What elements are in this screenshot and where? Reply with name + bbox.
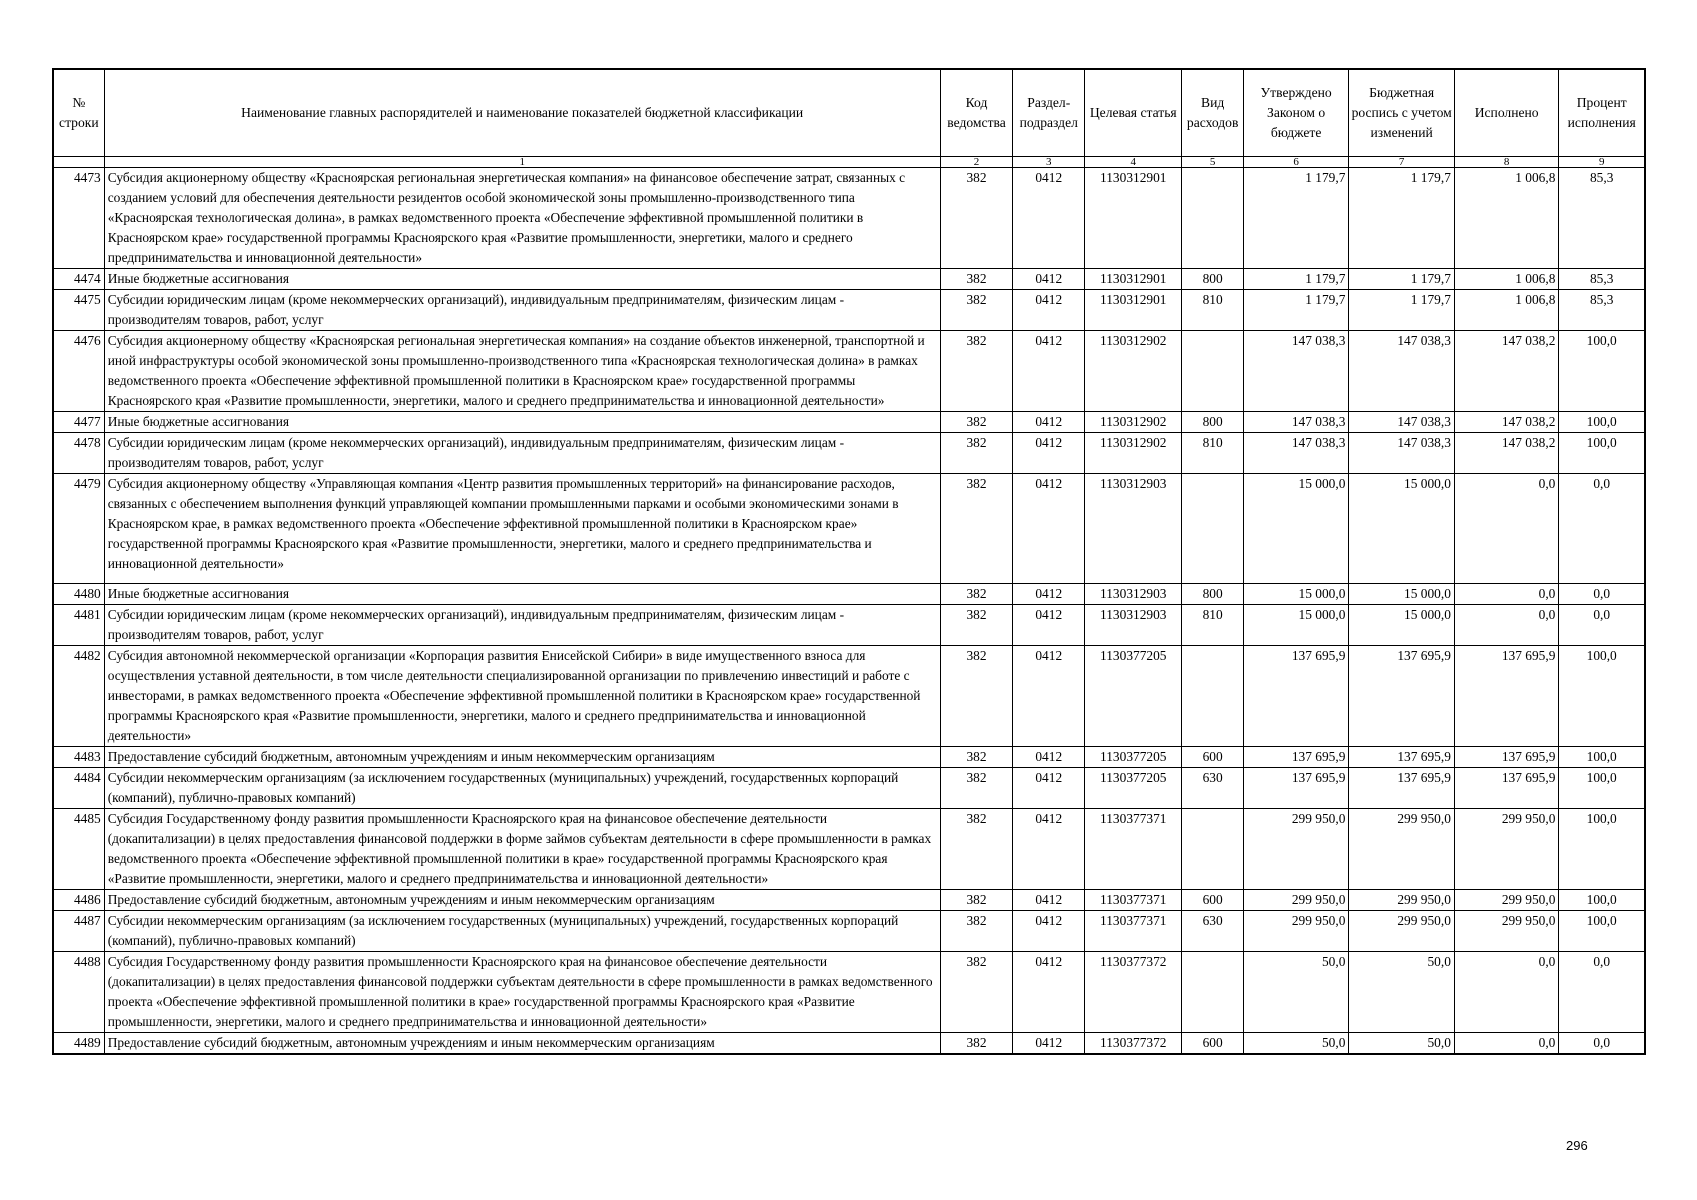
row-dept-code: 382 xyxy=(940,433,1013,474)
row-dept-code: 382 xyxy=(940,605,1013,646)
row-percent: 85,3 xyxy=(1559,269,1645,290)
row-approved: 299 950,0 xyxy=(1243,890,1349,911)
row-budget-list: 299 950,0 xyxy=(1349,809,1455,890)
row-percent: 100,0 xyxy=(1559,412,1645,433)
row-approved: 15 000,0 xyxy=(1243,605,1349,646)
row-dept-code: 382 xyxy=(940,269,1013,290)
header-row-no: № строки xyxy=(53,69,104,157)
row-target: 1130312902 xyxy=(1085,433,1182,474)
row-target: 1130312902 xyxy=(1085,412,1182,433)
row-approved: 299 950,0 xyxy=(1243,809,1349,890)
row-exp-type xyxy=(1182,331,1243,412)
row-percent: 85,3 xyxy=(1559,290,1645,331)
row-section: 0412 xyxy=(1013,474,1085,584)
page-number: 296 xyxy=(1566,1138,1588,1153)
row-executed: 1 006,8 xyxy=(1454,290,1558,331)
table-row xyxy=(53,474,1645,584)
row-approved: 137 695,9 xyxy=(1243,768,1349,809)
row-name: Субсидии юридическим лицам (кроме некоммерческих организаций), индивидуальным предпринимателям, физическим лицам - производителям товаров, работ, услуг xyxy=(104,290,940,331)
row-executed: 299 950,0 xyxy=(1454,911,1558,952)
table-row xyxy=(53,605,1645,646)
row-approved: 50,0 xyxy=(1243,1033,1349,1055)
row-exp-type: 800 xyxy=(1182,412,1243,433)
row-dept-code: 382 xyxy=(940,952,1013,1033)
row-percent: 0,0 xyxy=(1559,474,1645,584)
table-row xyxy=(53,646,1645,747)
table-row xyxy=(53,290,1645,331)
row-approved: 137 695,9 xyxy=(1243,646,1349,747)
row-number: 4473 xyxy=(53,168,104,269)
row-section: 0412 xyxy=(1013,584,1085,605)
row-target: 1130312903 xyxy=(1085,584,1182,605)
column-number: 4 xyxy=(1085,157,1182,168)
row-section: 0412 xyxy=(1013,1033,1085,1055)
row-budget-list: 299 950,0 xyxy=(1349,911,1455,952)
table-row xyxy=(53,1033,1645,1055)
column-number: 2 xyxy=(940,157,1013,168)
row-number: 4489 xyxy=(53,1033,104,1055)
table-row xyxy=(53,584,1645,605)
row-section: 0412 xyxy=(1013,646,1085,747)
row-percent: 0,0 xyxy=(1559,1033,1645,1055)
row-budget-list: 50,0 xyxy=(1349,1033,1455,1055)
row-approved: 147 038,3 xyxy=(1243,433,1349,474)
table-row xyxy=(53,911,1645,952)
row-dept-code: 382 xyxy=(940,890,1013,911)
row-budget-list: 15 000,0 xyxy=(1349,474,1455,584)
row-name: Субсидии юридическим лицам (кроме некоммерческих организаций), индивидуальным предпринимателям, физическим лицам - производителям товаров, работ, услуг xyxy=(104,433,940,474)
row-approved: 299 950,0 xyxy=(1243,911,1349,952)
row-executed: 0,0 xyxy=(1454,952,1558,1033)
row-exp-type xyxy=(1182,952,1243,1033)
row-number: 4486 xyxy=(53,890,104,911)
header-executed: Исполнено xyxy=(1454,69,1558,157)
row-section: 0412 xyxy=(1013,952,1085,1033)
row-exp-type: 630 xyxy=(1182,911,1243,952)
row-budget-list: 15 000,0 xyxy=(1349,605,1455,646)
row-executed: 137 695,9 xyxy=(1454,747,1558,768)
row-name: Субсидия акционерному обществу «Красноярская региональная энергетическая компания» на создание объектов инженерной, транспортной и иной инфраструктуры особой экономической зоны промышленно-производственного типа «Красноярская технологическая долина» в рамках ведомственного проекта «Обеспечение эффективной промышленной политики в Красноярском крае» государственной программы Красноярского края «Развитие промышленности, энергетики, малого и среднего предпринимательства и инновационной деятельности» xyxy=(104,331,940,412)
row-approved: 147 038,3 xyxy=(1243,412,1349,433)
row-target: 1130377205 xyxy=(1085,768,1182,809)
row-executed: 0,0 xyxy=(1454,605,1558,646)
row-target: 1130312901 xyxy=(1085,168,1182,269)
row-name: Иные бюджетные ассигнования xyxy=(104,269,940,290)
table-body xyxy=(53,69,1645,1054)
row-budget-list: 50,0 xyxy=(1349,952,1455,1033)
row-executed: 147 038,2 xyxy=(1454,433,1558,474)
budget-sheet xyxy=(52,68,1646,1055)
row-percent: 100,0 xyxy=(1559,809,1645,890)
row-name: Субсидия автономной некоммерческой организации «Корпорация развития Енисейской Сибири» в виде имущественного взноса для осуществления уставной деятельности, в том числе деятельности специализированной организации по привлечению инвестиций и работе с инвесторами, в рамках ведомственного проекта «Обеспечение эффективной промышленной политики в Красноярском крае» государственной программы Красноярского края «Развитие промышленности, энергетики, малого и среднего предпринимательства и инновационной деятельности» xyxy=(104,646,940,747)
row-dept-code: 382 xyxy=(940,911,1013,952)
row-approved: 1 179,7 xyxy=(1243,290,1349,331)
row-section: 0412 xyxy=(1013,747,1085,768)
row-name: Субсидия акционерному обществу «Управляющая компания «Центр развития промышленных территорий» на финансирование расходов, связанных с обеспечением выполнения функций управляющей компании промышленными парками и особыми экономическими зонами в Красноярском крае, в рамках ведомственного проекта «Обеспечение эффективной промышленной политики в Красноярском крае» государственной программы Красноярского края «Развитие промышленности, энергетики, малого и среднего предпринимательства и инновационной деятельности» xyxy=(104,474,940,584)
row-number: 4480 xyxy=(53,584,104,605)
row-exp-type: 810 xyxy=(1182,290,1243,331)
row-dept-code: 382 xyxy=(940,747,1013,768)
row-budget-list: 137 695,9 xyxy=(1349,768,1455,809)
row-number: 4488 xyxy=(53,952,104,1033)
row-number: 4487 xyxy=(53,911,104,952)
row-target: 1130377205 xyxy=(1085,747,1182,768)
row-budget-list: 1 179,7 xyxy=(1349,269,1455,290)
row-executed: 299 950,0 xyxy=(1454,809,1558,890)
row-number: 4483 xyxy=(53,747,104,768)
row-percent: 0,0 xyxy=(1559,952,1645,1033)
row-exp-type: 800 xyxy=(1182,584,1243,605)
row-number: 4484 xyxy=(53,768,104,809)
row-exp-type xyxy=(1182,168,1243,269)
header-budget-list: Бюджетная роспись с учетом изменений xyxy=(1349,69,1455,157)
row-approved: 137 695,9 xyxy=(1243,747,1349,768)
row-dept-code: 382 xyxy=(940,474,1013,584)
row-budget-list: 147 038,3 xyxy=(1349,331,1455,412)
row-section: 0412 xyxy=(1013,290,1085,331)
row-target: 1130377372 xyxy=(1085,1033,1182,1055)
row-dept-code: 382 xyxy=(940,1033,1013,1055)
row-budget-list: 299 950,0 xyxy=(1349,890,1455,911)
row-target: 1130377372 xyxy=(1085,952,1182,1033)
row-number: 4485 xyxy=(53,809,104,890)
row-name: Субсидия Государственному фонду развития промышленности Красноярского края на финансовое обеспечение деятельности (докапитализации) в целях предоставления финансовой поддержки субъектам деятельности в сфере промышленности в рамках ведомственного проекта «Обеспечение эффективной промышленной политики в крае» государственной программы Красноярского края «Развитие промышленности, энергетики, малого и среднего предпринимательства и инновационной деятельности» xyxy=(104,952,940,1033)
row-target: 1130312901 xyxy=(1085,290,1182,331)
column-number: 7 xyxy=(1349,157,1455,168)
row-percent: 85,3 xyxy=(1559,168,1645,269)
row-executed: 137 695,9 xyxy=(1454,768,1558,809)
row-number: 4481 xyxy=(53,605,104,646)
row-percent: 100,0 xyxy=(1559,331,1645,412)
row-exp-type: 600 xyxy=(1182,890,1243,911)
row-number: 4479 xyxy=(53,474,104,584)
row-percent: 0,0 xyxy=(1559,584,1645,605)
table-row xyxy=(53,747,1645,768)
row-dept-code: 382 xyxy=(940,646,1013,747)
row-name: Субсидия акционерному обществу «Красноярская региональная энергетическая компания» на финансовое обеспечение затрат, связанных с созданием условий для обеспечения деятельности резидентов особой экономической зоны промышленно-производственного типа «Красноярская технологическая долина», в рамках ведомственного проекта «Обеспечение эффективной промышленной политики в Красноярском крае» государственной программы Красноярского края «Развитие промышленности, энергетики, малого и среднего предпринимательства и инновационной деятельности» xyxy=(104,168,940,269)
column-number: 8 xyxy=(1454,157,1558,168)
row-section: 0412 xyxy=(1013,269,1085,290)
row-approved: 50,0 xyxy=(1243,952,1349,1033)
row-executed: 0,0 xyxy=(1454,584,1558,605)
table-row xyxy=(53,331,1645,412)
row-budget-list: 147 038,3 xyxy=(1349,433,1455,474)
row-target: 1130312901 xyxy=(1085,269,1182,290)
row-target: 1130377205 xyxy=(1085,646,1182,747)
table-row xyxy=(53,768,1645,809)
column-number: 9 xyxy=(1559,157,1645,168)
row-section: 0412 xyxy=(1013,890,1085,911)
row-approved: 1 179,7 xyxy=(1243,269,1349,290)
row-number: 4474 xyxy=(53,269,104,290)
row-name: Предоставление субсидий бюджетным, автономным учреждениям и иным некоммерческим организациям xyxy=(104,747,940,768)
row-dept-code: 382 xyxy=(940,768,1013,809)
row-section: 0412 xyxy=(1013,605,1085,646)
row-exp-type: 810 xyxy=(1182,605,1243,646)
row-executed: 147 038,2 xyxy=(1454,412,1558,433)
header-name: Наименование главных распорядителей и наименование показателей бюджетной классификации xyxy=(104,69,940,157)
row-budget-list: 137 695,9 xyxy=(1349,646,1455,747)
row-exp-type xyxy=(1182,474,1243,584)
row-executed: 0,0 xyxy=(1454,1033,1558,1055)
row-target: 1130312903 xyxy=(1085,605,1182,646)
table-row xyxy=(53,809,1645,890)
row-name: Иные бюджетные ассигнования xyxy=(104,412,940,433)
row-number: 4476 xyxy=(53,331,104,412)
header-percent: Процент исполнения xyxy=(1559,69,1645,157)
column-number: 1 xyxy=(104,157,940,168)
table-row xyxy=(53,269,1645,290)
row-percent: 100,0 xyxy=(1559,747,1645,768)
header-dept-code: Код ведомства xyxy=(940,69,1013,157)
row-section: 0412 xyxy=(1013,433,1085,474)
budget-table xyxy=(52,68,1646,1055)
row-dept-code: 382 xyxy=(940,584,1013,605)
row-name: Субсидии некоммерческим организациям (за исключением государственных (муниципальных) учреждений, государственных корпораций (компаний), публично-правовых компаний) xyxy=(104,768,940,809)
column-number: 6 xyxy=(1243,157,1349,168)
row-budget-list: 1 179,7 xyxy=(1349,290,1455,331)
column-number-row xyxy=(53,157,1645,168)
row-number: 4475 xyxy=(53,290,104,331)
row-number: 4477 xyxy=(53,412,104,433)
row-number: 4482 xyxy=(53,646,104,747)
row-section: 0412 xyxy=(1013,768,1085,809)
table-row xyxy=(53,952,1645,1033)
row-dept-code: 382 xyxy=(940,809,1013,890)
row-exp-type xyxy=(1182,646,1243,747)
column-number: 5 xyxy=(1182,157,1243,168)
row-percent: 0,0 xyxy=(1559,605,1645,646)
row-percent: 100,0 xyxy=(1559,433,1645,474)
row-executed: 299 950,0 xyxy=(1454,890,1558,911)
row-target: 1130377371 xyxy=(1085,890,1182,911)
table-row xyxy=(53,433,1645,474)
row-dept-code: 382 xyxy=(940,331,1013,412)
row-executed: 1 006,8 xyxy=(1454,269,1558,290)
row-number: 4478 xyxy=(53,433,104,474)
row-percent: 100,0 xyxy=(1559,911,1645,952)
row-approved: 15 000,0 xyxy=(1243,474,1349,584)
row-percent: 100,0 xyxy=(1559,890,1645,911)
row-section: 0412 xyxy=(1013,168,1085,269)
row-executed: 147 038,2 xyxy=(1454,331,1558,412)
row-section: 0412 xyxy=(1013,809,1085,890)
row-percent: 100,0 xyxy=(1559,768,1645,809)
row-budget-list: 1 179,7 xyxy=(1349,168,1455,269)
row-exp-type: 630 xyxy=(1182,768,1243,809)
row-section: 0412 xyxy=(1013,412,1085,433)
header-section: Раздел-подраздел xyxy=(1013,69,1085,157)
row-exp-type: 600 xyxy=(1182,747,1243,768)
header-exp-type: Вид расходов xyxy=(1182,69,1243,157)
header-target: Целевая статья xyxy=(1085,69,1182,157)
row-dept-code: 382 xyxy=(940,412,1013,433)
row-executed: 0,0 xyxy=(1454,474,1558,584)
row-name: Субсидии юридическим лицам (кроме некоммерческих организаций), индивидуальным предпринимателям, физическим лицам - производителям товаров, работ, услуг xyxy=(104,605,940,646)
row-exp-type xyxy=(1182,809,1243,890)
row-exp-type: 800 xyxy=(1182,269,1243,290)
row-approved: 15 000,0 xyxy=(1243,584,1349,605)
row-name: Предоставление субсидий бюджетным, автономным учреждениям и иным некоммерческим организациям xyxy=(104,1033,940,1055)
row-percent: 100,0 xyxy=(1559,646,1645,747)
row-exp-type: 600 xyxy=(1182,1033,1243,1055)
column-number xyxy=(53,157,104,168)
row-section: 0412 xyxy=(1013,331,1085,412)
row-approved: 1 179,7 xyxy=(1243,168,1349,269)
row-section: 0412 xyxy=(1013,911,1085,952)
table-row xyxy=(53,412,1645,433)
row-target: 1130312902 xyxy=(1085,331,1182,412)
table-row xyxy=(53,890,1645,911)
header-row xyxy=(53,69,1645,157)
row-target: 1130312903 xyxy=(1085,474,1182,584)
row-name: Субсидия Государственному фонду развития промышленности Красноярского края на финансовое обеспечение деятельности (докапитализации) в целях предоставления финансовой поддержки в форме займов субъектам деятельности в сфере промышленности в рамках ведомственного проекта «Обеспечение эффективной промышленной политики в крае» государственной программы Красноярского края «Развитие промышленности, энергетики, малого и среднего предпринимательства и инновационной деятельности» xyxy=(104,809,940,890)
row-exp-type: 810 xyxy=(1182,433,1243,474)
row-dept-code: 382 xyxy=(940,168,1013,269)
column-number: 3 xyxy=(1013,157,1085,168)
row-budget-list: 15 000,0 xyxy=(1349,584,1455,605)
row-name: Субсидии некоммерческим организациям (за исключением государственных (муниципальных) учреждений, государственных корпораций (компаний), публично-правовых компаний) xyxy=(104,911,940,952)
row-executed: 137 695,9 xyxy=(1454,646,1558,747)
row-budget-list: 147 038,3 xyxy=(1349,412,1455,433)
row-dept-code: 382 xyxy=(940,290,1013,331)
table-row xyxy=(53,168,1645,269)
row-budget-list: 137 695,9 xyxy=(1349,747,1455,768)
row-name: Предоставление субсидий бюджетным, автономным учреждениям и иным некоммерческим организациям xyxy=(104,890,940,911)
row-executed: 1 006,8 xyxy=(1454,168,1558,269)
row-target: 1130377371 xyxy=(1085,911,1182,952)
row-target: 1130377371 xyxy=(1085,809,1182,890)
row-name: Иные бюджетные ассигнования xyxy=(104,584,940,605)
header-approved: Утверждено Законом о бюджете xyxy=(1243,69,1349,157)
row-approved: 147 038,3 xyxy=(1243,331,1349,412)
